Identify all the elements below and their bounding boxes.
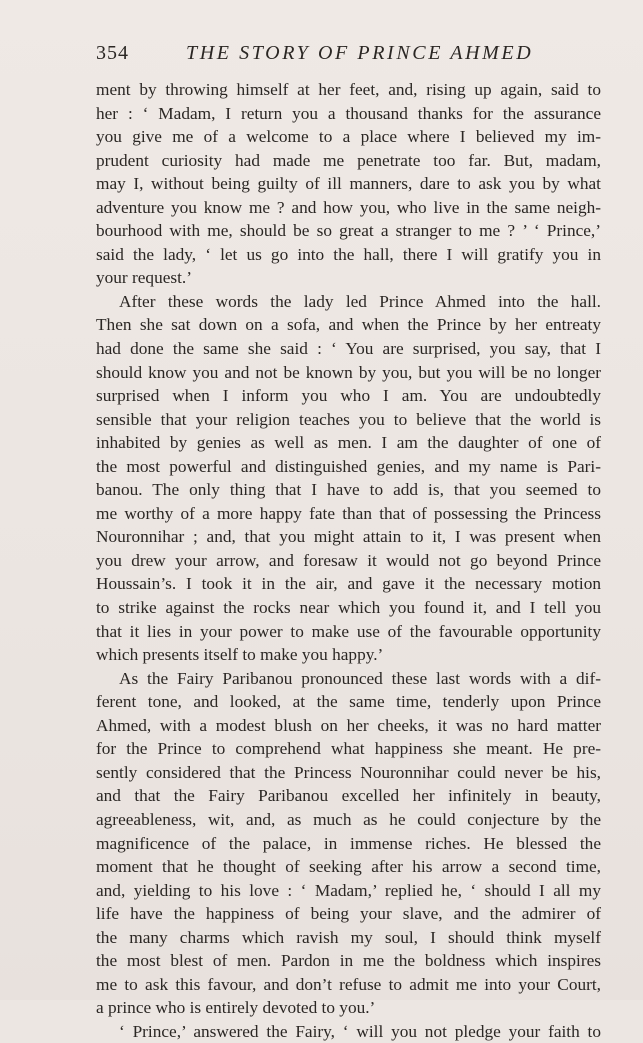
text-line: for the Prince to comprehend what happiness she meant. He pre- bbox=[96, 739, 601, 759]
text-line: ment by throwing himself at her feet, and, rising up again, said to bbox=[96, 80, 601, 99]
text-line: bourhood with me, should be so great a stranger to me ? ’ ‘ Prince,’ bbox=[96, 221, 601, 241]
text-line: Nouronnihar ; and, that you might attain to it, I was present when bbox=[96, 527, 601, 547]
text-line: the most powerful and distinguished genies, and my name is Pari- bbox=[96, 456, 601, 476]
text-line: As the Fairy Paribanou pronounced these last words with a dif- bbox=[119, 668, 601, 688]
text-line: said the lady, ‘ let us go into the hall, there I will gratify you in bbox=[96, 244, 601, 264]
text-line: the most blest of men. Pardon in me the boldness which inspires bbox=[96, 951, 601, 971]
text-line: which presents itself to make you happy.’ bbox=[96, 645, 384, 665]
text-line: and, yielding to his love : ‘ Madam,’ replied he, ‘ should I all my bbox=[96, 880, 601, 900]
text-line: the many charms which ravish my soul, I should think myself bbox=[96, 927, 601, 947]
text-line: and that the Fairy Paribanou excelled her infinitely in beauty, bbox=[96, 786, 601, 806]
text-line: sensible that your religion teaches you to believe that the world is bbox=[96, 409, 601, 429]
text-line: ‘ Prince,’ answered the Fairy, ‘ will you not pledge your faith to bbox=[119, 1021, 601, 1041]
text-line: should know you and not be known by you, but you will be no longer bbox=[96, 362, 601, 382]
text-line: ferent tone, and looked, at the same time, tenderly upon Prince bbox=[96, 692, 601, 712]
text-line: that it lies in your power to make use of the favourable opportunity bbox=[96, 621, 601, 641]
running-title: THE STORY OF PRINCE AHMED bbox=[186, 42, 534, 64]
text-line: you drew your arrow, and foresaw it would not go beyond Prince bbox=[96, 550, 601, 570]
text-line: you give me of a welcome to a place where I believed my im- bbox=[96, 127, 601, 147]
page-header bbox=[96, 42, 606, 70]
text-line: to strike against the rocks near which you found it, and I tell you bbox=[96, 598, 601, 618]
text-line: me worthy of a more happy fate than that of possessing the Princess bbox=[96, 503, 601, 523]
text-line: adventure you know me ? and how you, who live in the same neigh- bbox=[96, 197, 601, 217]
body-text bbox=[96, 78, 601, 1043]
text-line: Houssain’s. I took it in the air, and gave it the necessary motion bbox=[96, 574, 601, 594]
text-line: surprised when I inform you who I am. You are undoubtedly bbox=[96, 386, 601, 406]
text-line: sently considered that the Princess Nouronnihar could never be his, bbox=[96, 762, 601, 782]
text-line: life have the happiness of being your slave, and the admirer of bbox=[96, 904, 601, 924]
text-line: your request.’ bbox=[96, 268, 192, 288]
text-line: Ahmed, with a modest blush on her cheeks, it was no hard matter bbox=[96, 715, 601, 735]
text-line: banou. The only thing that I have to add is, that you seemed to bbox=[96, 480, 601, 500]
text-line: prudent curiosity had made me penetrate too far. But, madam, bbox=[96, 150, 601, 170]
text-line: Then she sat down on a sofa, and when the Prince by her entreaty bbox=[96, 315, 601, 335]
text-line: agreeableness, wit, and, as much as he could conjecture by the bbox=[96, 809, 601, 829]
text-line: inhabited by genies as well as men. I am the daughter of one of bbox=[96, 433, 601, 453]
text-line: magnificence of the palace, in immense riches. He blessed the bbox=[96, 833, 601, 853]
text-line: may I, without being guilty of ill manners, dare to ask you by what bbox=[96, 174, 601, 194]
text-line: her : ‘ Madam, I return you a thousand thanks for the assurance bbox=[96, 103, 601, 123]
text-line: After these words the lady led Prince Ahmed into the hall. bbox=[119, 291, 601, 311]
text-line: me to ask this favour, and don’t refuse to admit me into your Court, bbox=[96, 974, 601, 994]
text-line: had done the same she said : ‘ You are surprised, you say, that I bbox=[96, 339, 601, 359]
text-line: a prince who is entirely devoted to you.’ bbox=[96, 998, 376, 1018]
page-number: 354 bbox=[96, 42, 129, 64]
text-line: moment that he thought of seeking after his arrow a second time, bbox=[96, 857, 601, 877]
